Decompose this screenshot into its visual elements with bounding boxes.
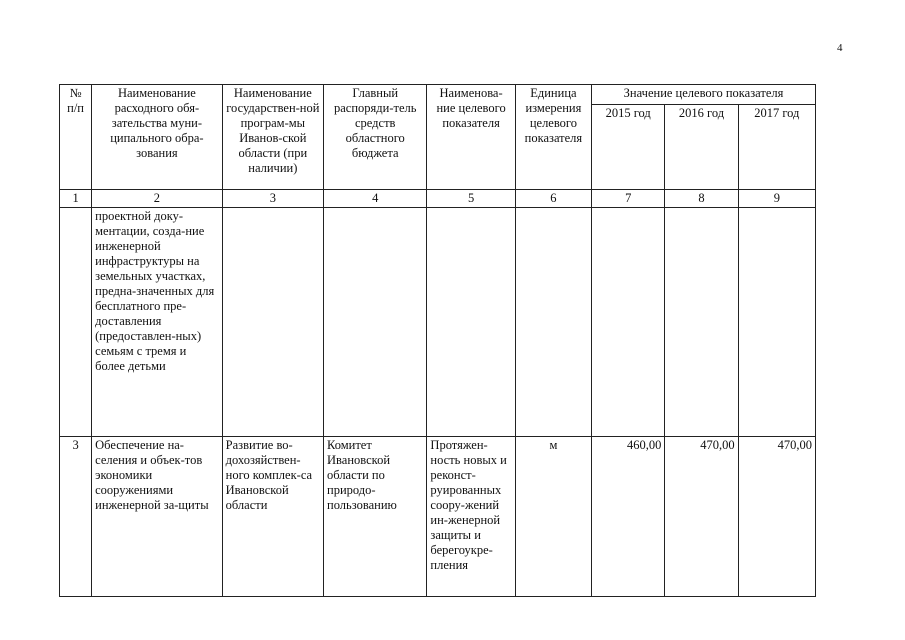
indicator-name: Протяжен-ность новых и реконст-руированных соору-жений ин-женерной защиты и берегоукре-пления bbox=[427, 437, 515, 597]
cell-empty bbox=[60, 208, 92, 437]
continuation-row bbox=[60, 208, 816, 437]
header-indicator: Наименова-ние целевого показателя bbox=[427, 85, 515, 190]
cell-empty bbox=[738, 208, 815, 437]
column-number: 7 bbox=[592, 190, 665, 208]
header-year-2015: 2015 год bbox=[592, 105, 665, 190]
header-values-group: Значение целевого показателя bbox=[592, 85, 816, 105]
header-obligation: Наименование расходного обя-зательства муни-ципального обра-зования bbox=[92, 85, 223, 190]
cell-empty bbox=[515, 208, 591, 437]
column-number: 2 bbox=[92, 190, 223, 208]
cell-empty bbox=[324, 208, 427, 437]
column-number: 9 bbox=[738, 190, 815, 208]
unit-value: м bbox=[515, 437, 591, 597]
program-name: Развитие во-дохозяйствен-ного комплек-са Ивановской области bbox=[222, 437, 323, 597]
column-number: 4 bbox=[324, 190, 427, 208]
obligation-continuation: проектной доку-ментации, созда-ние инженерной инфраструктуры на земельных участках, предна-значенных для бесплатного пре-доставления (предоставлен-ных) семьям с тремя и более детьми bbox=[92, 208, 223, 437]
header-administrator: Главный распоряди-тель средств областного бюджета bbox=[324, 85, 427, 190]
cell-empty bbox=[427, 208, 515, 437]
cell-empty bbox=[665, 208, 738, 437]
header-year-2016: 2016 год bbox=[665, 105, 738, 190]
column-number: 3 bbox=[222, 190, 323, 208]
cell-empty bbox=[592, 208, 665, 437]
cell-empty bbox=[222, 208, 323, 437]
header-year-2017: 2017 год bbox=[738, 105, 815, 190]
column-number: 6 bbox=[515, 190, 591, 208]
administrator-name: Комитет Ивановской области по природо-пользованию bbox=[324, 437, 427, 597]
row-number: 3 bbox=[60, 437, 92, 597]
header-col-number: № п/п bbox=[60, 85, 92, 190]
value-2017: 470,00 bbox=[738, 437, 815, 597]
table-row bbox=[60, 437, 816, 597]
header-program: Наименование государствен-ной програм-мы Иванов-ской области (при наличии) bbox=[222, 85, 323, 190]
column-number: 1 bbox=[60, 190, 92, 208]
column-number: 8 bbox=[665, 190, 738, 208]
target-indicators-table bbox=[59, 84, 816, 597]
column-numbers-row bbox=[60, 190, 816, 208]
column-number: 5 bbox=[427, 190, 515, 208]
page-number: 4 bbox=[837, 42, 843, 54]
value-2015: 460,00 bbox=[592, 437, 665, 597]
header-row bbox=[60, 85, 816, 105]
obligation-name: Обеспечение на-селения и объек-тов экономики сооружениями инженерной за-щиты bbox=[92, 437, 223, 597]
header-unit: Единица измерения целевого показателя bbox=[515, 85, 591, 190]
value-2016: 470,00 bbox=[665, 437, 738, 597]
